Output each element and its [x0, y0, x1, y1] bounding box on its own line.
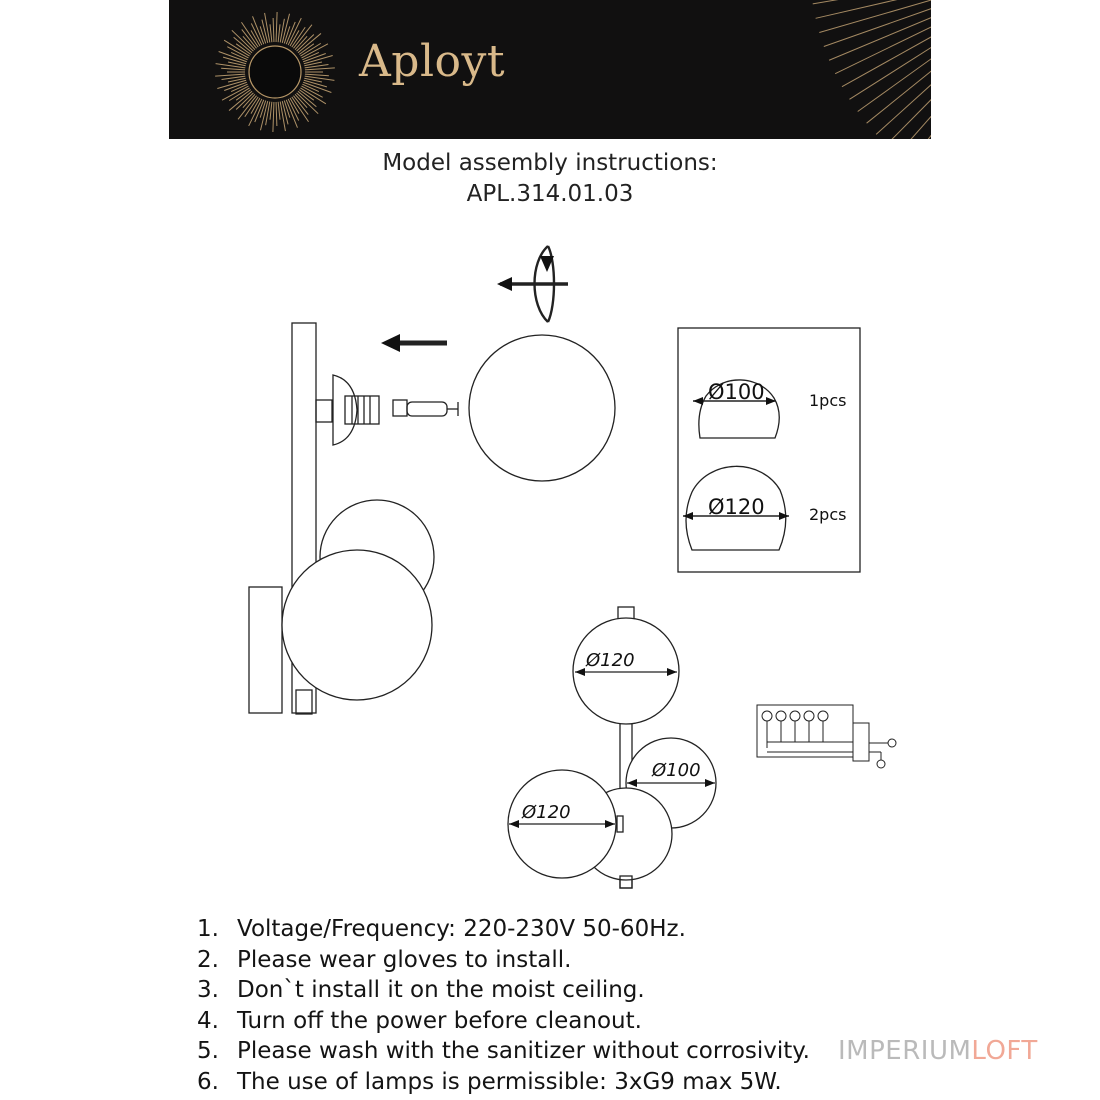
- instructions-list: [197, 914, 810, 1097]
- fixture-side-view: [249, 323, 615, 714]
- direction-arrow-icon: [381, 334, 447, 352]
- model-number: APL.314.01.03: [466, 181, 634, 207]
- dimension-label: Ø120: [522, 802, 571, 823]
- page-title: Model assembly instructions:: [382, 150, 718, 176]
- dimension-label: Ø100: [652, 760, 701, 781]
- brand-logo-text: Aployt: [359, 36, 506, 87]
- watermark: IMPERIUMLOFT: [838, 1036, 1038, 1066]
- shade-diameter-label: Ø120: [708, 495, 765, 519]
- shade-qty-label: 2pcs: [809, 505, 847, 524]
- list-item: 2. Please wear gloves to install.: [197, 946, 572, 973]
- shade-qty-label: 1pcs: [809, 391, 847, 410]
- rotate-arrow-icon: [497, 246, 568, 322]
- list-item: 3. Don`t install it on the moist ceiling.: [197, 977, 645, 1003]
- shade-spec-box: [678, 328, 860, 572]
- list-item: 5. Please wash with the sanitizer without corrosivity.: [197, 1038, 810, 1064]
- shade-diameter-label: Ø100: [708, 380, 765, 404]
- wiring-diagram: [757, 705, 896, 768]
- list-item: 6. The use of lamps is permissible: 3xG9 max 5W.: [197, 1068, 782, 1095]
- list-item: 4. Turn off the power before cleanout.: [197, 1007, 642, 1034]
- list-item: 1. Voltage/Frequency: 220-230V 50-60Hz.: [197, 916, 686, 942]
- dimension-label: Ø120: [586, 650, 635, 671]
